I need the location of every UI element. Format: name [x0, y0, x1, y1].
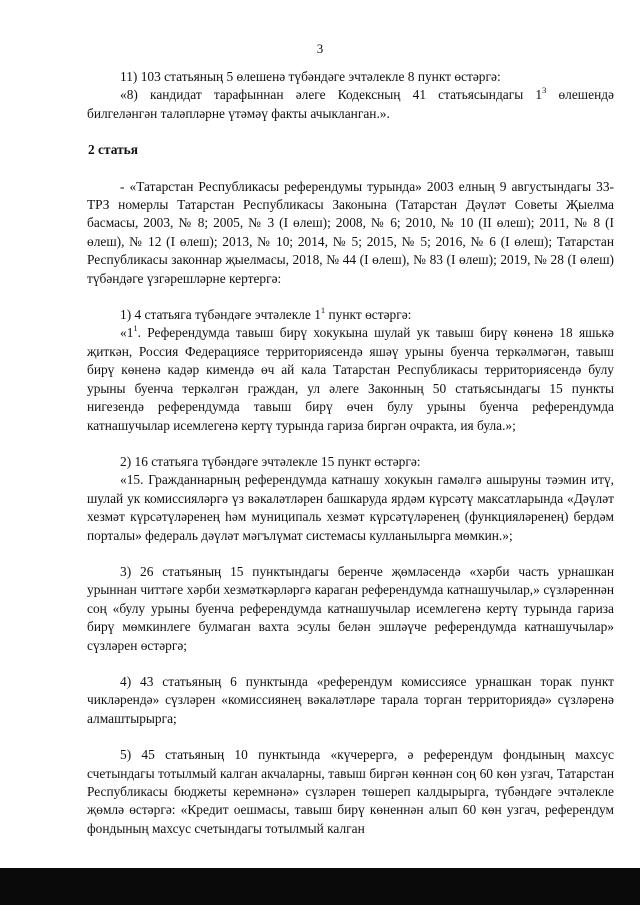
paragraph	[87, 306, 614, 324]
scan-bottom-border	[0, 868, 640, 905]
paragraph-text: 2) 16 статьяга түбәндәге эчтәлекле 15 пункт өстәргә:	[120, 453, 421, 469]
paragraph	[87, 746, 614, 838]
superscript: 1	[133, 323, 138, 333]
paragraph-text: пункт өстәргә:	[325, 307, 412, 323]
paragraph	[87, 453, 614, 471]
section-heading	[88, 141, 614, 159]
paragraph-text: 1) 4 статьяга түбәндәге эчтәлекле 1	[120, 307, 321, 323]
paragraph-text: 11) 103 статьяның 5 өлешенә түбәндәге эчтәлекле 8 пункт өстәргә:	[120, 69, 501, 84]
paragraph-text: 5) 45 статьяның 10 пунктында «күчерергә, ә референдум фондының махсус счетындагы тотылмый калган акчаларны, тавыш биргән көннән соң 60 көн узгач, Татарстан Республикасы бюджеты керемнәнә» сүзләрен төшереп калдырырга, түбәндәге эчтәлекле җөмлә өстәргә: «Кредит оешмасы, тавыш бирү көненнән алып 60 көн узгач, референдум фондының махсус счетындагы тотылмый калган	[87, 747, 614, 836]
paragraph	[87, 563, 614, 655]
document-body	[87, 68, 614, 838]
paragraph	[87, 68, 614, 86]
superscript: 3	[542, 84, 547, 95]
paragraph-text: . Референдумда тавыш бирү хокукына шулай ук тавыш бирү көненә 18 яшькә җиткән, Россия Федерациясе территориясендә яшәү урыны буенча теркәлмәгән, тавыш бирү көненә кадәр кимендә өч ай кала Татарстан Республикасы территориясендә булу урыны буенча теркәлгән граждан, ул әлеге Законның 50 статьясындагы 15 пункты нигезендә референдумда тавыш бирү өчен булу урыны буенча референдумда катнашучылар исемлегенә кертү турында гариза биргән очракта, ия була.»;	[87, 325, 614, 433]
paragraph-text: өлешендә билгеләнгән таләпләрне үтәмәү факты ачыкланган.».	[87, 87, 614, 121]
paragraph-text: 4) 43 статьяның 6 пунктында «референдум комиссиясе урнашкан торак пункт чикләрендә» сүзләрен «комиссиянең вәкаләтләре тарала торган территориядә» сүзләренә алмаштырырга;	[87, 673, 614, 726]
page-number: 3	[316, 41, 324, 56]
paragraph-text: 3) 26 статьяның 15 пунктындагы беренче җөмләсендә «хәрби часть урнашкан урыннан читтәге хәрби хезмәткәрләргә караган референдумда катнашучылар,» сүзләреннән соң «булу урыны буенча референдумда катнашучылар исемлегенә кертү турында гариза бирү мөмкинлеге булмаган вахта эсулы белән эшләүче референдумда катнашучылар» сүзләрен өстәргә;	[87, 563, 614, 653]
paragraph	[87, 673, 614, 728]
paragraph-text: - «Татарстан Республикасы референдумы турында» 2003 елның 9 августындагы 33-ТРЗ номерлы Татарстан Республикасы Законына (Татарстан Дәүләт Советы Җыелма басмасы, 2003, № 8; 2005, № 3 (I өлеш); 2008, № 6; 2010, № 10 (II өлеш); 2011, № 8 (I өлеш), № 12 (I өлеш); 2013, № 10; 2014, № 5; 2015, № 5; 2016, № 6 (I өлеш); Татарстан Республикасы законнар җыелмасы, 2018, № 44 (I өлеш), № 83 (I өлеш); 2019, № 28 (I өлеш) түбәндәге үзгәрешләрне кертергә:	[87, 178, 614, 286]
paragraph-text: «1	[120, 325, 134, 341]
paragraph	[87, 471, 614, 545]
paragraph	[87, 178, 614, 288]
paragraph-text: «15. Гражданнарның референдумда катнашу хокукын гамәлгә ашыруны тәэмин итү, шулай ук комиссияләргә үз вәкаләтләрен башкаруда ярдәм күрсәтү максатларында «Дәүләт хезмәт күрсәтүләренең һәм муниципаль хезмәт күрсәтүләренең (функцияләренең) бердәм порталы» федераль дәүләт мәгълүмат системасы кулланылырга мөмкин.»;	[87, 472, 614, 543]
superscript: 1	[320, 304, 326, 315]
paragraph-text: 2 статья	[88, 142, 138, 158]
paragraph	[87, 86, 614, 123]
paragraph-text: «8) кандидат тарафыннан әлеге Кодексның 41 статьясындагы 1	[120, 87, 543, 103]
paragraph	[87, 324, 614, 434]
